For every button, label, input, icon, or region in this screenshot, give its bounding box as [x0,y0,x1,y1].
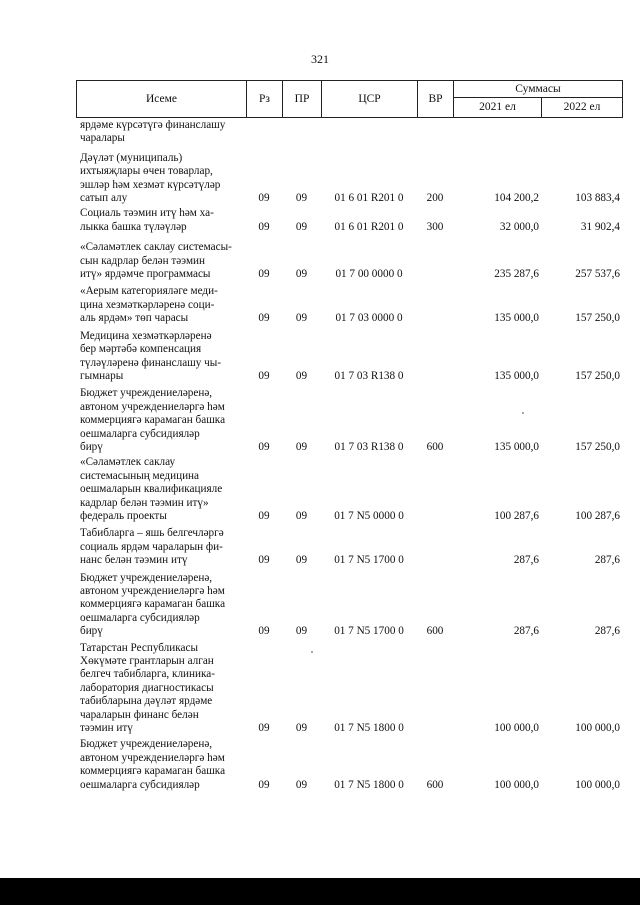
row-sum-2022: 103 883,4 [575,192,620,205]
row-name: Социаль тәэмин итү һәм ха- лыкка башка түләүләр [80,207,214,233]
row-csr: 01 7 N5 1700 0 [334,554,404,567]
row-vr: 600 [426,778,444,791]
header-sums: Суммасы [454,81,623,98]
row-vr: 600 [426,625,444,638]
row-csr: 01 7 03 R138 0 [334,369,404,382]
row-rz: 09 [258,220,270,233]
table-row [76,241,622,281]
row-csr: 01 7 03 R138 0 [334,440,404,453]
row-sum-2022: 157 250,0 [575,440,620,453]
row-sum-2021: 135 000,0 [494,369,539,382]
header-year-2022: 2022 ел [542,98,623,118]
row-csr: 01 6 01 R201 0 [334,220,404,233]
row-pr: 09 [295,722,308,735]
scan-bottom-border [0,878,640,905]
table-row [76,207,622,234]
header-vr: ВР [418,81,454,118]
row-rz: 09 [258,312,270,325]
table-row [76,642,622,736]
row-pr: 09 [295,778,308,791]
row-name: Медицина хезмәткәрләренә бер мәртәбә компенсация түләүләренә финанслашу чы- гымнары [80,329,222,382]
row-sum-2021: 100 000,0 [494,722,539,735]
row-rz: 09 [258,625,270,638]
row-pr: 09 [295,554,308,567]
row-rz: 09 [258,509,270,522]
row-sum-2022: 31 902,4 [580,220,620,233]
table-body [76,119,622,792]
row-rz: 09 [258,554,270,567]
row-sum-2021: 32 000,0 [499,220,539,233]
row-rz: 09 [258,369,270,382]
header-csr: ЦСР [322,81,418,118]
table-row [76,527,622,567]
row-vr: 200 [426,192,444,205]
row-pr: 09 [295,369,308,382]
row-sum-2022: 287,6 [594,625,620,638]
table-row [76,738,622,792]
table-row [76,572,622,639]
header-year-2021: 2021 ел [454,98,542,118]
row-csr: 01 7 N5 1800 0 [334,722,404,735]
row-csr: 01 7 N5 1800 0 [334,778,404,791]
row-name: Дәүләт (муниципаль) ихтыяҗлары өчен товарлар, эшләр һәм хезмәт күрсәтүләр сатып алу [80,151,221,205]
row-vr: 600 [426,440,444,453]
row-rz: 09 [258,440,270,453]
row-name: Бюджет учреждениеләренә, автоном учреждениеләргә һәм коммерциягә карамаган башка оешмаларга субсидияләр [80,738,226,791]
row-rz: 09 [258,778,270,791]
row-sum-2022: 287,6 [594,554,620,567]
table-row [76,152,622,206]
row-sum-2022: 157 250,0 [575,312,620,325]
row-rz: 09 [258,268,270,281]
table-header [76,80,623,118]
row-name: ярдәме күрсәтүгә финанслашу чаралары [80,119,226,145]
header-rz: Рз [247,81,283,118]
row-sum-2021: 235 287,6 [494,268,539,281]
row-name: Табибларга – яшь белгечләргә социаль ярдәм чараларын фи- нанс белән тәэмин итү [80,527,224,567]
row-csr: 01 6 01 R201 0 [334,192,404,205]
row-sum-2021: 287,6 [513,625,539,638]
row-sum-2021: 287,6 [513,554,539,567]
row-pr: 09 [295,312,308,325]
row-name: «Аерым категорияләге меди- цина хезмәткәрләренә соци- аль ярдәм» төп чарасы [80,285,218,325]
row-csr: 01 7 N5 0000 0 [334,509,404,522]
table-row [76,456,622,523]
row-vr: 300 [426,220,444,233]
row-pr: 09 [295,625,308,638]
row-csr: 01 7 N5 1700 0 [334,625,404,638]
scan-speck [522,412,524,414]
header-name: Исеме [77,81,247,118]
row-pr: 09 [295,192,308,205]
table-row [76,387,622,454]
row-sum-2022: 100 000,0 [575,778,620,791]
row-rz: 09 [258,722,270,735]
row-sum-2021: 104 200,2 [494,192,539,205]
row-sum-2021: 135 000,0 [494,440,539,453]
scan-speck [311,651,313,653]
table-row [76,119,622,146]
row-pr: 09 [295,440,308,453]
row-name: Бюджет учреждениеләренә, автоном учреждениеләргә һәм коммерциягә карамаган башка оешмаларга субсидияләр бирү [80,387,226,453]
row-sum-2022: 257 537,6 [575,268,620,281]
row-sum-2022: 157 250,0 [575,369,620,382]
row-csr: 01 7 03 0000 0 [335,312,403,325]
table-row [76,330,622,384]
row-pr: 09 [295,509,308,522]
header-pr: ПР [283,81,322,118]
row-sum-2022: 100 287,6 [575,509,620,522]
row-rz: 09 [258,192,270,205]
row-name: «Сәламәтлек саклау системасының медицина оешмаларын квалификацияле кадрлар белән тәэмин итү» федераль проекты [80,456,223,522]
table-row [76,285,622,325]
row-sum-2021: 100 000,0 [494,778,539,791]
row-name: «Сәламәтлек саклау системасы- сын кадрлар белән тәэмин итү» ярдәмче программасы [80,241,232,281]
row-name: Бюджет учреждениеләренә, автоном учреждениеләргә һәм коммерциягә карамаган башка оешмаларга субсидияләр бирү [80,571,226,638]
row-sum-2021: 100 287,6 [494,509,539,522]
row-pr: 09 [295,268,308,281]
row-sum-2022: 100 000,0 [575,722,620,735]
row-name: Татарстан Республикасы Хөкүмәте грантларын алган белгеч табибларга, клиника- лаборатория диагностикасы табибларына дәүләт ярдәме чараларын финанс белән тәэмин итү [80,641,215,735]
row-pr: 09 [295,220,308,233]
page-number: 321 [311,52,329,66]
row-sum-2021: 135 000,0 [494,312,539,325]
row-csr: 01 7 00 0000 0 [335,268,403,281]
